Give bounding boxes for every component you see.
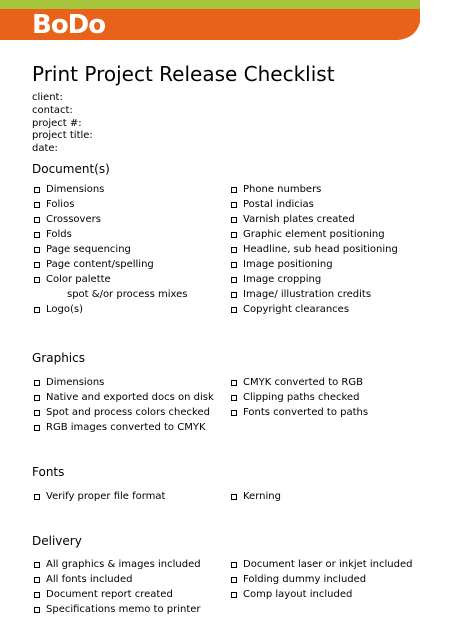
checkbox-icon[interactable] <box>34 607 40 613</box>
checklist-item-label: Specifications memo to printer <box>46 604 201 615</box>
checklist-item-label: Dimensions <box>46 184 105 195</box>
checkbox-icon[interactable] <box>231 247 237 253</box>
meta-field-contact: contact: <box>32 104 73 116</box>
checklist-item-label: All graphics & images included <box>46 559 201 570</box>
checklist-item[interactable] <box>229 390 368 405</box>
checklist-item[interactable] <box>229 287 398 302</box>
checkbox-icon[interactable] <box>231 494 237 500</box>
project-meta-fields <box>32 92 93 156</box>
checkbox-icon[interactable] <box>34 380 40 386</box>
checklist-item[interactable] <box>32 242 187 257</box>
checkbox-icon[interactable] <box>34 577 40 583</box>
checklist-item-label: Spot and process colors checked <box>46 407 210 418</box>
checklist-item-label: Image positioning <box>243 259 333 270</box>
checkbox-icon[interactable] <box>231 395 237 401</box>
fonts-left-column <box>32 489 165 504</box>
checklist-item-label: spot &/or process mixes <box>67 289 188 300</box>
checklist-item-label: Folios <box>46 199 75 210</box>
checklist-item-label: All fonts included <box>46 574 133 585</box>
delivery-left-column <box>32 557 201 617</box>
checklist-item-label: Varnish plates created <box>243 214 355 225</box>
checklist-item-label: Logo(s) <box>46 304 83 315</box>
checklist-item[interactable] <box>229 375 368 390</box>
checkbox-icon[interactable] <box>231 592 237 598</box>
checkbox-icon[interactable] <box>34 494 40 500</box>
fonts-right-column <box>229 489 281 504</box>
checkbox-icon[interactable] <box>231 410 237 416</box>
section-heading-documents: Document(s) <box>32 162 110 176</box>
checklist-item[interactable] <box>32 420 214 435</box>
checklist-item[interactable] <box>32 375 214 390</box>
checklist-item[interactable] <box>32 197 187 212</box>
meta-field-project-title: project title: <box>32 130 93 142</box>
checklist-item[interactable] <box>32 557 201 572</box>
checklist-item-label: Native and exported docs on disk <box>46 392 214 403</box>
meta-field-date: date: <box>32 143 58 155</box>
checkbox-icon[interactable] <box>34 262 40 268</box>
checklist-item-label: Phone numbers <box>243 184 322 195</box>
graphics-left-column <box>32 375 214 435</box>
checklist-item-label: CMYK converted to RGB <box>243 377 363 388</box>
checklist-item-label: Folds <box>46 229 72 240</box>
checklist-item-label: Color palette <box>46 274 111 285</box>
checklist-item-label: Document report created <box>46 589 173 600</box>
checklist-item[interactable] <box>32 489 165 504</box>
documents-right-column <box>229 182 398 317</box>
checkbox-icon[interactable] <box>34 232 40 238</box>
checklist-item-label: Kerning <box>243 491 281 502</box>
checklist-item[interactable] <box>229 489 281 504</box>
checklist-item[interactable] <box>229 197 398 212</box>
checklist-item-label: Comp layout included <box>243 589 353 600</box>
checklist-item-label: Verify proper file format <box>46 491 166 502</box>
checklist-item[interactable] <box>32 405 214 420</box>
checkbox-icon[interactable] <box>231 187 237 193</box>
checkbox-icon[interactable] <box>34 562 40 568</box>
checklist-item[interactable] <box>229 557 412 572</box>
checklist-item-label: Postal indicias <box>243 199 314 210</box>
checkbox-icon[interactable] <box>34 202 40 208</box>
checklist-item[interactable] <box>32 272 187 287</box>
checklist-item[interactable] <box>229 572 412 587</box>
checklist-item-label: Dimensions <box>46 377 105 388</box>
checkbox-icon[interactable] <box>231 307 237 313</box>
checkbox-icon[interactable] <box>231 277 237 283</box>
section-heading-fonts: Fonts <box>32 465 65 479</box>
checkbox-icon[interactable] <box>231 262 237 268</box>
checkbox-icon[interactable] <box>231 232 237 238</box>
checklist-item[interactable] <box>32 302 187 317</box>
checkbox-icon[interactable] <box>34 395 40 401</box>
checklist-item-label: Clipping paths checked <box>243 392 360 403</box>
checklist-item-label: Page content/spelling <box>46 259 154 270</box>
checkbox-icon[interactable] <box>231 217 237 223</box>
checklist-item[interactable] <box>229 227 398 242</box>
checkbox-icon[interactable] <box>34 425 40 431</box>
checklist-item[interactable] <box>229 302 398 317</box>
checkbox-icon[interactable] <box>34 277 40 283</box>
checklist-item[interactable] <box>32 212 187 227</box>
checkbox-icon[interactable] <box>34 187 40 193</box>
section-heading-graphics: Graphics <box>32 351 85 365</box>
checkbox-icon[interactable] <box>34 307 40 313</box>
bodo-logo: BoDo <box>32 10 106 40</box>
checklist-item-label: Page sequencing <box>46 244 131 255</box>
checklist-item-label: Headline, sub head positioning <box>243 244 398 255</box>
checklist-item[interactable] <box>229 182 398 197</box>
checklist-item[interactable] <box>229 212 398 227</box>
checklist-item[interactable] <box>229 242 398 257</box>
delivery-right-column <box>229 557 412 602</box>
checklist-item[interactable] <box>32 227 187 242</box>
checkbox-icon[interactable] <box>34 217 40 223</box>
checklist-item-label: Copyright clearances <box>243 304 350 315</box>
section-heading-delivery: Delivery <box>32 534 82 548</box>
checkbox-icon[interactable] <box>231 562 237 568</box>
checklist-item[interactable] <box>32 587 201 602</box>
checklist-item-label: RGB images converted to CMYK <box>46 422 206 433</box>
meta-field-client: client: <box>32 92 63 103</box>
documents-left-column <box>32 182 187 317</box>
graphics-right-column <box>229 375 368 420</box>
page-title: Print Project Release Checklist <box>32 62 335 86</box>
checkbox-icon[interactable] <box>231 577 237 583</box>
checklist-item-label: Image/ illustration credits <box>243 289 372 300</box>
checklist-subitem <box>32 287 187 302</box>
checklist-item[interactable] <box>32 602 201 617</box>
checkbox-icon[interactable] <box>34 410 40 416</box>
checkbox-icon[interactable] <box>231 292 237 298</box>
checkbox-icon[interactable] <box>34 247 40 253</box>
checkbox-icon[interactable] <box>231 202 237 208</box>
checklist-item-label: Document laser or inkjet included <box>243 559 413 570</box>
checklist-item-label: Fonts converted to paths <box>243 407 369 418</box>
checklist-item[interactable] <box>229 405 368 420</box>
checklist-item[interactable] <box>32 257 187 272</box>
checkbox-icon[interactable] <box>34 592 40 598</box>
checklist-item-label: Folding dummy included <box>243 574 367 585</box>
checklist-item[interactable] <box>32 572 201 587</box>
checklist-item[interactable] <box>229 257 398 272</box>
checklist-item-label: Image cropping <box>243 274 322 285</box>
checklist-item[interactable] <box>32 390 214 405</box>
checklist-item[interactable] <box>229 272 398 287</box>
meta-field-project-number: project #: <box>32 117 82 129</box>
checklist-item-label: Crossovers <box>46 214 101 225</box>
checkbox-icon[interactable] <box>231 380 237 386</box>
checklist-item-label: Graphic element positioning <box>243 229 385 240</box>
checklist-item[interactable] <box>32 182 187 197</box>
checklist-item[interactable] <box>229 587 412 602</box>
